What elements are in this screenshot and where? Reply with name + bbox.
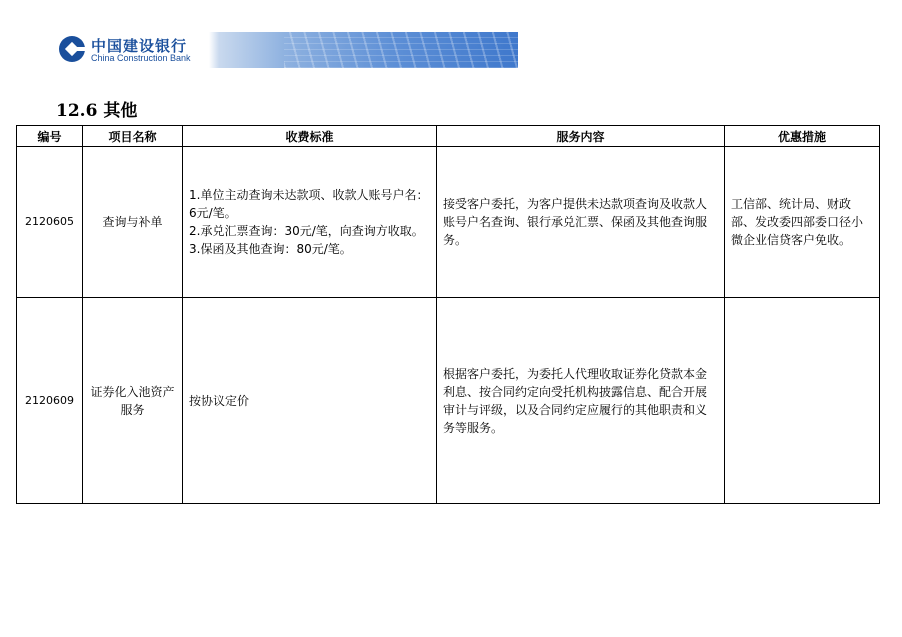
fee-standard xyxy=(183,298,437,504)
fee-standard-line: 按协议定价 xyxy=(189,393,250,408)
service-content: 接受客户委托，为客户提供未达款项查询及收款人账号户名查询、银行承兑汇票、保函及其他查询服务。 xyxy=(437,147,725,298)
discount-measure xyxy=(725,298,880,504)
item-name: 证券化入池资产服务 xyxy=(83,298,183,504)
service-content: 根据客户委托，为委托人代理收取证券化贷款本金利息、按合同约定向受托机构披露信息、配合开展审计与评级，以及合同约定应履行的其他职责和义务等服务。 xyxy=(437,298,725,504)
column-header-code: 编号 xyxy=(17,126,83,147)
fee-table xyxy=(16,125,880,504)
banner-building-graphic xyxy=(284,32,518,68)
discount-measure: 工信部、统计局、财政部、发改委四部委口径小微企业信贷客户免收。 xyxy=(725,147,880,298)
item-code: 2120609 xyxy=(17,298,83,504)
item-name: 查询与补单 xyxy=(83,147,183,298)
fee-standard-line: 2.承兑汇票查询：30元/笔，向查询方收取。 xyxy=(189,224,424,238)
table-row xyxy=(17,298,880,504)
table-row xyxy=(17,147,880,298)
bank-header-banner xyxy=(54,32,518,68)
table-header-row xyxy=(17,126,880,147)
fee-standard-line: 3.保函及其他查询：80元/笔。 xyxy=(189,242,352,256)
fee-standard xyxy=(183,147,437,298)
ccb-logo-icon xyxy=(58,35,86,63)
column-header-name: 项目名称 xyxy=(83,126,183,147)
bank-name-cn: 中国建设银行 xyxy=(91,37,188,55)
fee-standard-line: 1.单位主动查询未达款项、收款人账号户名：6元/笔。 xyxy=(189,188,429,220)
column-header-service: 服务内容 xyxy=(437,126,725,147)
column-header-discount: 优惠措施 xyxy=(725,126,880,147)
bank-name-en: China Construction Bank xyxy=(91,53,191,63)
section-title: 12.6 其他 xyxy=(56,101,138,121)
column-header-standard: 收费标准 xyxy=(183,126,437,147)
item-code: 2120605 xyxy=(17,147,83,298)
